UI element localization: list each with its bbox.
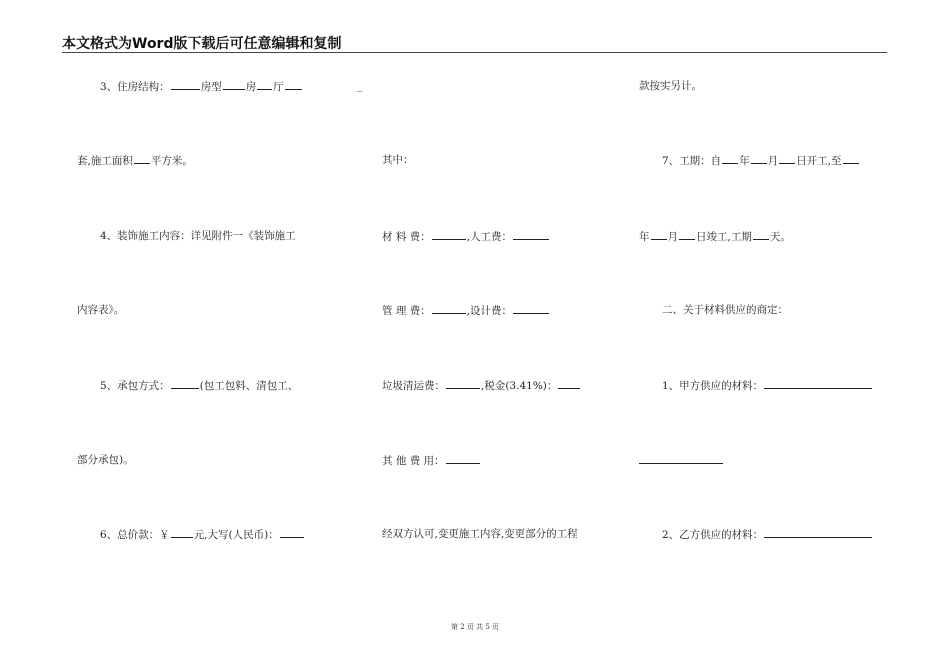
document-header-title: 本文格式为Word版下载后可任意编辑和复制 bbox=[62, 36, 342, 52]
blank bbox=[257, 79, 272, 90]
agreement-line: 经双方认可,变更施工内容,变更部分的工程 bbox=[382, 528, 578, 540]
construction-area-line: 套,施工面积 平方米。 bbox=[77, 155, 193, 167]
blank bbox=[764, 378, 872, 389]
blank bbox=[753, 229, 769, 240]
blank bbox=[223, 79, 245, 90]
work-period-cont: 年 月 日竣工,工期 天。 bbox=[639, 231, 791, 243]
garbage-fee-line: 垃圾清运费： ,税金(3.41%)： bbox=[382, 378, 581, 393]
blank bbox=[779, 153, 795, 164]
blank bbox=[432, 303, 466, 314]
settlement-line: 款按实另计。 bbox=[639, 80, 702, 92]
header-divider bbox=[62, 52, 887, 53]
blank bbox=[843, 153, 859, 164]
blank bbox=[513, 229, 549, 240]
materials-supply-heading: 二、关于材料供应的商定： bbox=[662, 304, 788, 316]
contract-mode-cont: 部分承包)。 bbox=[77, 454, 134, 466]
material-fee-line: 材 料 费： ,人工费： bbox=[382, 229, 550, 244]
blank bbox=[679, 229, 695, 240]
blank bbox=[171, 527, 193, 538]
decoration-content-line: 4、装饰施工内容：详见附件一《装饰施工 bbox=[100, 230, 296, 242]
blank bbox=[285, 79, 302, 90]
party-a-materials-cont bbox=[638, 453, 724, 468]
blank bbox=[651, 229, 667, 240]
blank bbox=[639, 453, 723, 464]
page-number: 第 2 页 共 5 页 bbox=[450, 623, 500, 631]
among-label: 其中： bbox=[382, 154, 414, 166]
blank bbox=[722, 153, 738, 164]
decoration-content-cont: 内容表》。 bbox=[77, 304, 125, 316]
total-price-line: 6、总价款：￥ 元,大写(人民币)： bbox=[100, 527, 305, 542]
management-fee-line: 管 理 费： ,设计费： bbox=[382, 303, 550, 318]
blank bbox=[558, 378, 580, 389]
work-period-line: 7、工期：自 年 月 日开工,至 bbox=[662, 153, 860, 168]
stray-underscore: _ bbox=[357, 80, 363, 92]
blank bbox=[751, 153, 767, 164]
party-b-materials-line: 2、乙方供应的材料： bbox=[662, 527, 873, 542]
blank bbox=[280, 527, 304, 538]
blank bbox=[432, 229, 466, 240]
party-a-materials-line: 1、甲方供应的材料： bbox=[662, 378, 873, 393]
contract-mode-line: 5、承包方式： (包工包料、清包工、 bbox=[100, 380, 299, 392]
blank bbox=[764, 527, 872, 538]
blank bbox=[446, 378, 480, 389]
blank bbox=[171, 378, 199, 389]
housing-structure-line: 3、住房结构： 房型 房 厅 bbox=[100, 79, 303, 94]
blank bbox=[513, 303, 549, 314]
blank bbox=[134, 153, 150, 164]
other-fee-line: 其 他 费 用： bbox=[382, 453, 481, 468]
blank bbox=[171, 79, 200, 90]
blank bbox=[446, 453, 480, 464]
